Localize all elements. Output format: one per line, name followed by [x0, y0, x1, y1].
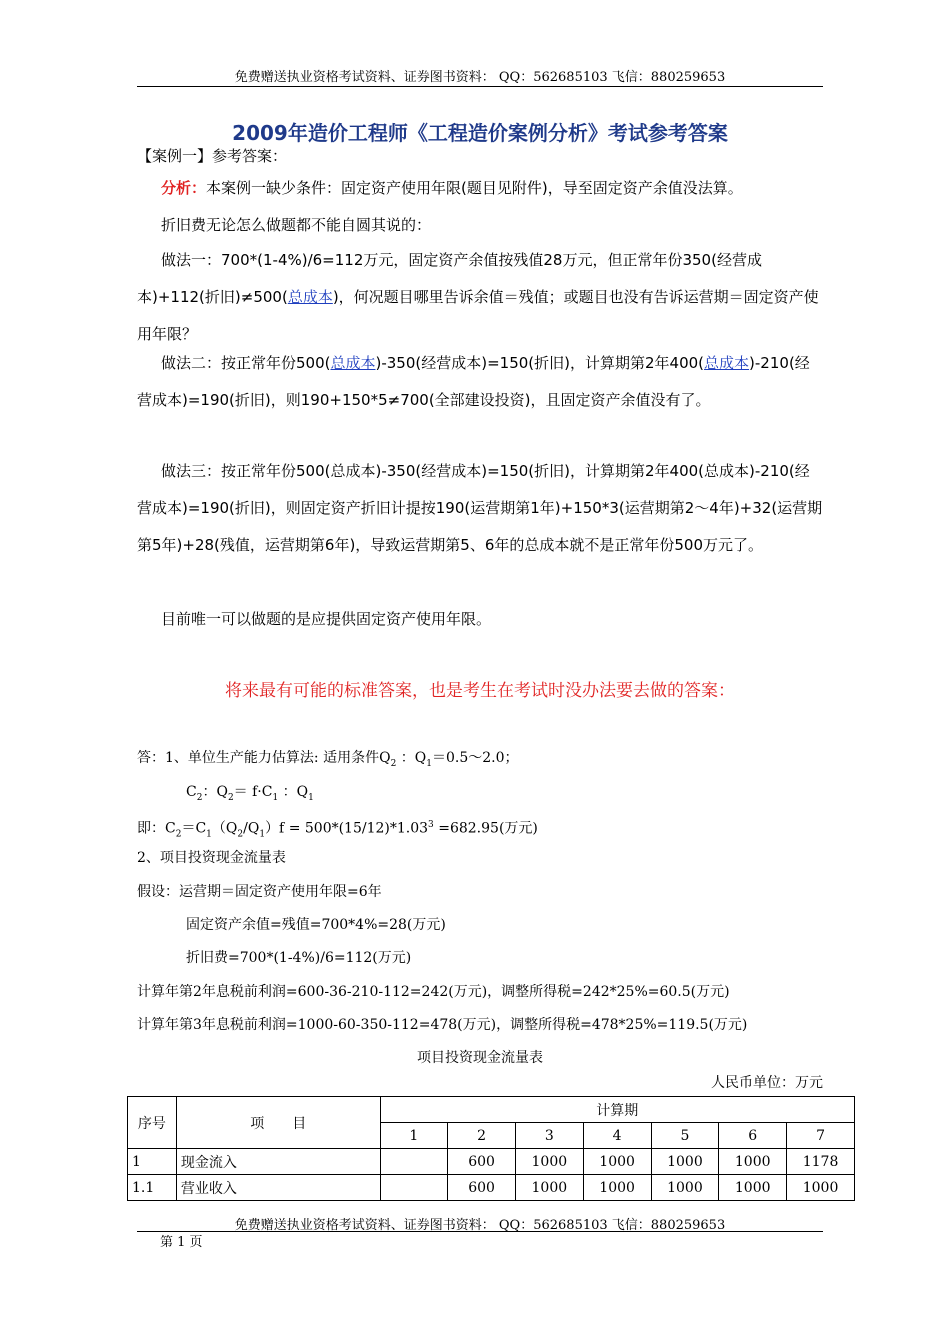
footer-rule: [137, 1231, 823, 1232]
link-total-cost-1[interactable]: 总成本: [287, 288, 333, 306]
case-label: 【案例一】参考答案：: [137, 147, 288, 165]
method-1: 做法一：700*(1-4%)/6=112万元，固定资产余值按残值28万元，但正常年份350(经营成本)+112(折旧)≠500(总成本)，何况题目哪里告诉余值＝残值；或题目也没有告诉运营期＝固定资产使用年限？: [137, 251, 819, 343]
conclusion: 目前唯一可以做题的是应提供固定资产使用年限。: [161, 610, 492, 628]
page-number: 第 1 页: [160, 1235, 203, 1250]
period-cell: 6: [719, 1123, 787, 1149]
method-3: 做法三：按正常年份500(总成本)-350(经营成本)=150(折旧)，计算期第2年400(总成本)-210(经营成本)=190(折旧)，则固定资产折旧计提按190(运营期第1年)+150*3(运营期第2～4年)+32(运营期第5年)+28(残值，运营期第6年)，导致运营期第5、6年的总成本就不是正常年份500万元了。: [137, 462, 823, 554]
year-2-ebit: 计算年第2年息税前利润=600-36-210-112=242(万元)，调整所得税=242*25%=60.5(万元): [137, 984, 730, 1000]
paragraph-2: 折旧费无论怎么做题都不能自圆其说的：: [161, 216, 432, 234]
analysis-label: 分析：: [161, 179, 207, 197]
item-2-heading: 2、项目投资现金流量表: [137, 850, 286, 866]
analysis-paragraph: 分析：本案例一缺少条件：固定资产使用年限(题目见附件)，导至固定资产余值没法算。: [161, 179, 743, 197]
period-cell: 4: [583, 1123, 651, 1149]
table-row: 1 现金流入 600 1000 1000 1000 1000 1178: [128, 1149, 855, 1175]
table-row: 1.1 营业收入 600 1000 1000 1000 1000 1000: [128, 1175, 855, 1201]
depreciation: 折旧费=700*(1-4%)/6=112(万元): [186, 950, 412, 966]
header-item: 项 目: [176, 1097, 380, 1149]
page-header: 免费赠送执业资格考试资料、证券图书资料： QQ：562685103 飞信：880259653: [234, 70, 726, 85]
document-title: 2009年造价工程师《工程造价案例分析》考试参考答案: [232, 121, 728, 145]
table-caption: 项目投资现金流量表: [417, 1050, 543, 1066]
link-total-cost-3[interactable]: 总成本: [704, 354, 750, 372]
period-cell: 5: [651, 1123, 719, 1149]
header-no: 序号: [128, 1097, 177, 1149]
method-2: 做法二：按正常年份500(总成本)-350(经营成本)=150(折旧)，计算期第2年400(总成本)-210(经营成本)=190(折旧)，则190+150*5≠700(全部建设投资)，且固定资产余值没有了。: [137, 354, 810, 409]
header-period: 计算期: [380, 1097, 854, 1123]
header-rule: [137, 86, 823, 87]
page-footer: 免费赠送执业资格考试资料、证券图书资料： QQ：562685103 飞信：880259653: [234, 1218, 726, 1233]
answer-1: 答：1、单位生产能力估算法: 适用条件$Q_2$ ：$Q_1=0.5\sim 2.0$；: [137, 750, 519, 769]
formula-1: $C_2$：$Q_2= f\cdot C_1$ ：$Q_1$: [186, 784, 314, 803]
year-3-ebit: 计算年第3年息税前利润=1000-60-350-112=478(万元)，调整所得税=478*25%=119.5(万元): [137, 1017, 748, 1033]
standard-answer-heading: 将来最有可能的标准答案，也是考生在考试时没办法要去做的答案：: [225, 681, 735, 701]
cash-flow-table: [127, 1096, 855, 1201]
assumption: 假设：运营期＝固定资产使用年限=6年: [137, 884, 382, 900]
formula-2: 即：$C_2=C_1(Q_2/Q_1)f = 500*(15/12)*1.03^3 =682.95$(万元): [137, 820, 538, 840]
period-cell: 3: [515, 1123, 583, 1149]
table-unit: 人民币单位：万元: [711, 1075, 823, 1091]
residual-value: 固定资产余值=残值=700*4%=28(万元): [186, 917, 446, 933]
link-total-cost-2[interactable]: 总成本: [330, 354, 376, 372]
period-cell: 1: [380, 1123, 448, 1149]
period-cell: 2: [448, 1123, 516, 1149]
period-cell: 7: [787, 1123, 855, 1149]
